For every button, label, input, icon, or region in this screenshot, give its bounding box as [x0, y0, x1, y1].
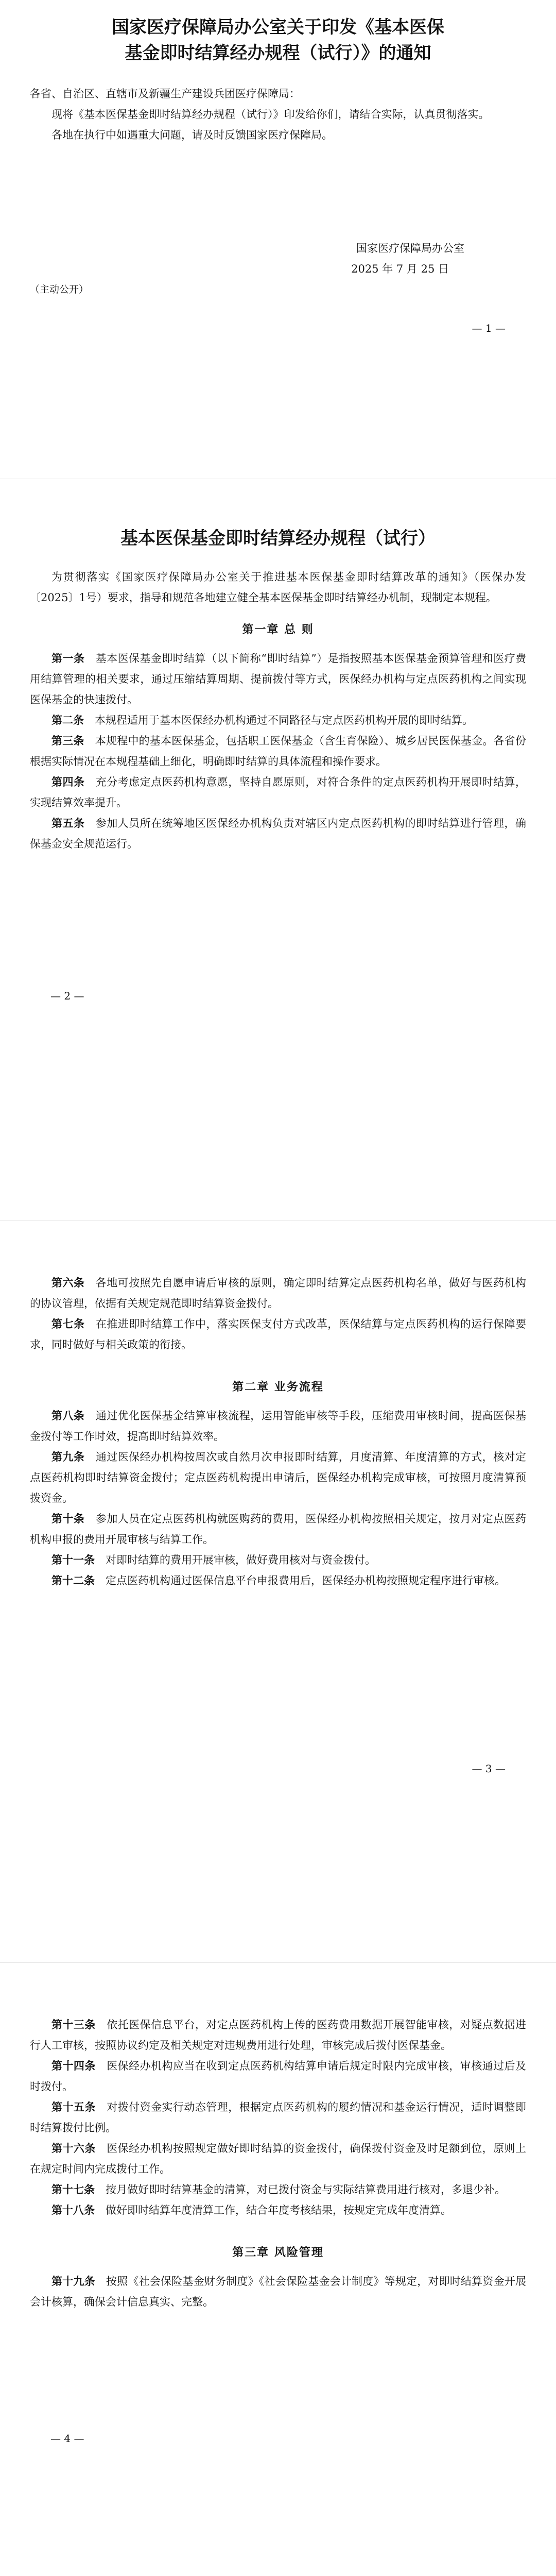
article-9: [30, 1447, 526, 1509]
article-3-number: 第三条: [51, 734, 84, 747]
article-7-number: 第七条: [51, 1317, 85, 1330]
page-1: [0, 0, 556, 479]
article-10-text: 参加人员在定点医药机构就医购药的费用，医保经办机构按照相关规定，按月对定点医药机构申报的费用开展审核与结算工作。: [30, 1513, 526, 1546]
article-3-text: 本规程中的基本医保基金，包括职工医保基金（含生育保险）、城乡居民医保基金。各省份根据实际情况在本规程基础上细化，明确即时结算的具体流程和操作要求。: [30, 735, 527, 768]
article-18-text: 做好即时结算年度清算工作，结合年度考核结果，按规定完成年度清算。: [106, 2204, 451, 2216]
article-14: [30, 2056, 526, 2097]
chapter-2-heading: 第二章 业务流程: [232, 1380, 324, 1394]
page-number-4: — 4 —: [50, 2432, 84, 2445]
article-1-text: 基本医保基金即时结算（以下简称“即时结算”）是指按照基本医保基金预算管理和医疗费用结算管理的相关要求，通过压缩结算周期、提前拨付等方式，医保经办机构与定点医药机构之间实现医保基金的快速拨付。: [30, 652, 527, 706]
article-15-number: 第十五条: [51, 2100, 96, 2113]
article-8-number: 第八条: [51, 1409, 85, 1422]
article-2-number: 第二条: [51, 714, 84, 726]
article-12: [30, 1570, 526, 1591]
article-11-text: 对即时结算的费用开展审核，做好费用核对与资金拨付。: [106, 1554, 376, 1566]
article-10: [30, 1509, 526, 1550]
article-7: [30, 1314, 526, 1355]
article-16-text: 医保经办机构按照规定做好即时结算的资金拨付，确保拨付资金及时足额到位，原则上在规定时间内完成拨付工作。: [30, 2142, 527, 2175]
article-16: [30, 2138, 526, 2179]
article-4: [30, 772, 526, 813]
rules-title: 基本医保基金即时结算经办规程（试行）: [120, 528, 436, 549]
article-10-number: 第十条: [51, 1512, 85, 1525]
page-number-3: — 3 —: [472, 1762, 506, 1775]
article-14-number: 第十四条: [51, 2059, 96, 2072]
article-2: [30, 710, 526, 731]
notice-issuer: 国家医疗保障局办公室: [356, 242, 464, 255]
article-17-text: 按月做好即时结算基金的清算，对已拨付资金与实际结算费用进行核对，多退少补。: [106, 2183, 506, 2196]
article-15-text: 对拨付资金实行动态管理，根据定点医药机构的履约情况和基金运行情况，适时调整即时结算拨付比例。: [30, 2101, 527, 2134]
article-12-number: 第十二条: [51, 1574, 95, 1587]
notice-feedback: 各地在执行中如遇重大问题，请及时反馈国家医疗保障局。: [51, 129, 333, 141]
rules-preface: 为贯彻落实《国家医疗保障局办公室关于推进基本医保基金即时结算改革的通知》（医保办发〔2025〕1号）要求，指导和规范各地建立健全基本医保基金即时结算经办机制，现制定本规程。: [30, 571, 526, 604]
chapter-3-heading: 第三章 风险管理: [232, 2246, 324, 2259]
article-6-number: 第六条: [51, 1276, 85, 1289]
article-12-text: 定点医药机构通过医保信息平台申报费用后，医保经办机构按照规定程序进行审核。: [106, 1574, 506, 1587]
page-2: [0, 479, 556, 1221]
article-7-text: 在推进即时结算工作中，落实医保支付方式改革，医保结算与定点医药机构的运行保障要求，同时做好与相关政策的衔接。: [30, 1318, 526, 1351]
article-19: [30, 2271, 526, 2312]
notice-greeting: 各省、自治区、直辖市及新疆生产建设兵团医疗保障局：: [30, 88, 300, 100]
article-17: [30, 2179, 526, 2200]
article-1-number: 第一条: [51, 652, 85, 665]
chapter-1-heading: 第一章 总 则: [242, 623, 314, 636]
article-17-number: 第十七条: [51, 2183, 95, 2196]
article-13-text: 依托医保信息平台，对定点医药机构上传的医药费用数据开展智能审核，对疑点数据进行人工审核，按照协议约定及相关规定对违规费用进行处理，审核完成后拨付医保基金。: [30, 2019, 527, 2052]
page-3: [0, 1221, 556, 1963]
article-19-text: 按照《社会保险基金财务制度》《社会保险基金会计制度》等规定，对即时结算资金开展会计核算，确保会计信息真实、完整。: [30, 2275, 527, 2308]
article-6-text: 各地可按照先自愿申请后审核的原则，确定即时结算定点医药机构名单，做好与医药机构的协议管理，依据有关规定规范即时结算资金拨付。: [30, 1277, 526, 1310]
article-11: [30, 1550, 526, 1570]
article-5: [30, 813, 526, 854]
article-9-number: 第九条: [51, 1450, 85, 1463]
article-3: [30, 731, 526, 772]
notice-title-line-1: 国家医疗保障局办公室关于印发《基本医保: [112, 17, 444, 38]
article-8-text: 通过优化医保基金结算审核流程，运用智能审核等手段，压缩费用审核时间，提高医保基金拨付等工作时效，提高即时结算效率。: [30, 1410, 526, 1443]
article-14-text: 医保经办机构应当在收到定点医药机构结算申请后规定时限内完成审核，审核通过后及时拨付。: [30, 2060, 527, 2093]
article-13: [30, 2014, 526, 2056]
article-19-number: 第十九条: [51, 2275, 95, 2287]
article-1: [30, 648, 526, 710]
article-5-text: 参加人员所在统筹地区医保经办机构负责对辖区内定点医药机构的即时结算进行管理，确保基金安全规范运行。: [30, 817, 526, 850]
article-4-number: 第四条: [51, 775, 85, 788]
article-9-text: 通过医保经办机构按周次或自然月次申报即时结算，月度清算、年度清算的方式，核对定点医药机构即时结算资金拨付；定点医药机构提出申请后，医保经办机构完成审核，可按照月度清算预拨资金。: [30, 1451, 526, 1504]
article-6: [30, 1273, 526, 1314]
article-15: [30, 2097, 526, 2138]
article-2-text: 本规程适用于基本医保经办机构通过不同路径与定点医药机构开展的即时结算。: [95, 714, 473, 726]
notice-title-line-2: 基金即时结算经办规程（试行）》的通知: [125, 43, 431, 63]
article-18: [30, 2200, 526, 2221]
page-number-1: — 1 —: [472, 322, 506, 334]
article-13-number: 第十三条: [51, 2018, 96, 2031]
article-11-number: 第十一条: [51, 1553, 95, 1566]
notice-publicity: （主动公开）: [30, 284, 89, 295]
notice-date: 2025 年 7 月 25 日: [351, 263, 449, 275]
article-18-number: 第十八条: [51, 2204, 95, 2216]
notice-body: 现将《基本医保基金即时结算经办规程（试行）》印发给你们，请结合实际，认真贯彻落实。: [51, 108, 490, 121]
article-8: [30, 1405, 526, 1447]
page-number-2: — 2 —: [50, 990, 84, 1002]
article-5-number: 第五条: [51, 817, 85, 829]
article-16-number: 第十六条: [51, 2142, 96, 2155]
article-4-text: 充分考虑定点医药机构意愿，坚持自愿原则，对符合条件的定点医药机构开展即时结算，实现结算效率提升。: [30, 776, 526, 809]
page-4: [0, 1963, 556, 2576]
